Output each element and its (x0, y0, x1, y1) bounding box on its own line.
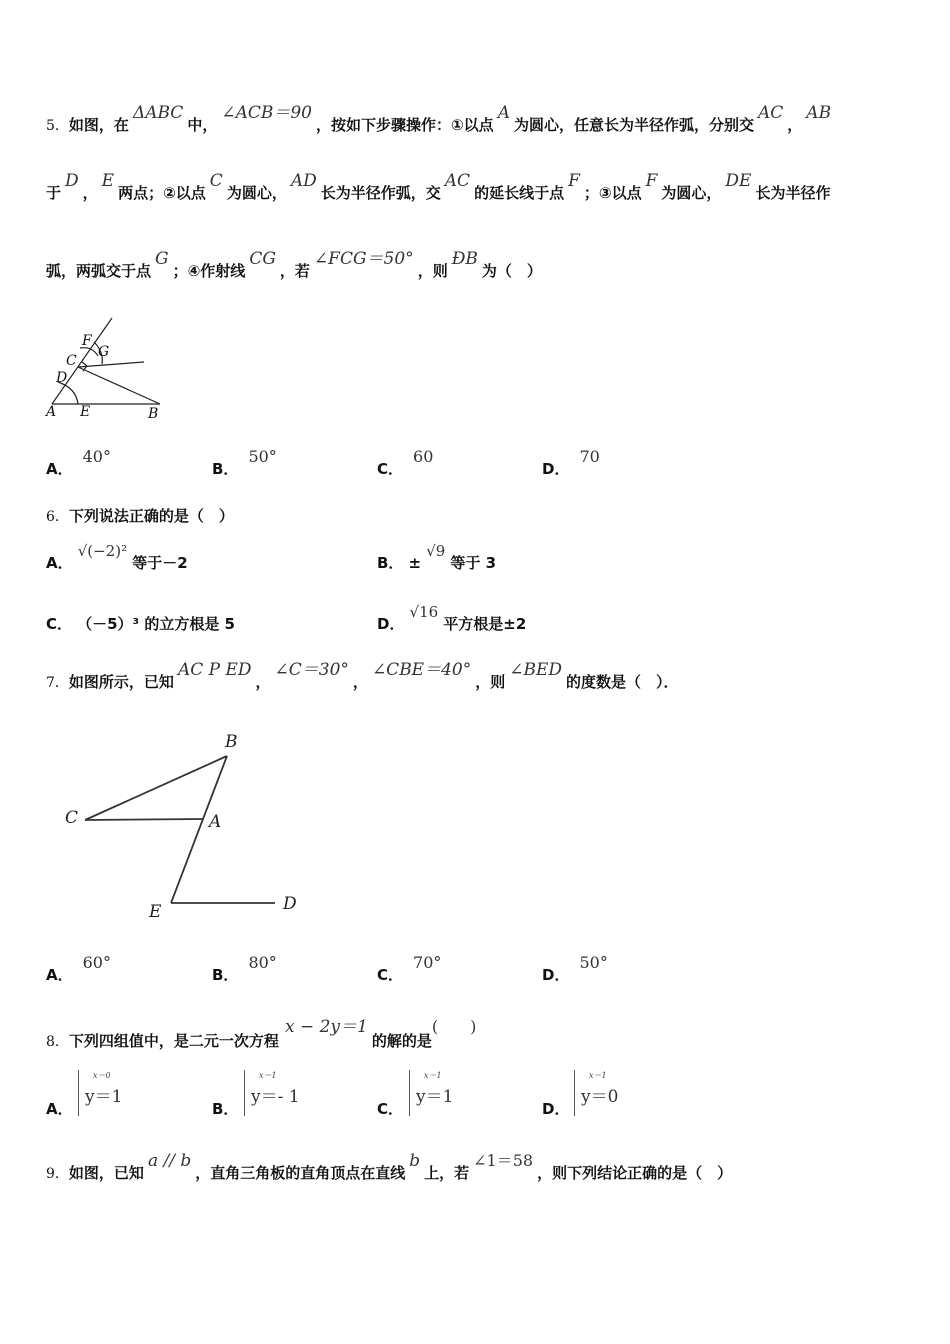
q7-figure (55, 725, 315, 925)
q5-label-b: B (148, 406, 159, 422)
q5-line2-run-3: E (101, 171, 115, 191)
q7-label-c: C (65, 808, 79, 828)
q5-label-a: A (46, 404, 57, 420)
q5-line2-run-16: 长为半径作 (755, 184, 831, 202)
q5-label-c: C (66, 353, 77, 369)
q9-stem-run-1: a // b (147, 1151, 192, 1171)
q5-label-d: D (56, 370, 68, 386)
q5-option-b[interactable] (212, 446, 277, 478)
q9-stem-run-0: 如图，已知 (68, 1164, 144, 1182)
q8-option-b-y: y＝- 1 (251, 1087, 300, 1107)
q5-label-f: F (82, 333, 92, 349)
q9-stem-run-5: ∠1＝58 (473, 1151, 534, 1170)
q7-option-b-label: B． (212, 966, 239, 984)
q8-option-b-label: B． (212, 1100, 239, 1118)
q5-line3-run-8: 为（ ） (481, 262, 542, 280)
q6-option-a-text: 等于－2 (132, 554, 188, 572)
q5-line2-run-12: ；③以点 (583, 184, 642, 202)
q5-line1-run-3: ∠ACB＝90 (221, 103, 312, 123)
q5-line2-run-11: F (568, 171, 580, 191)
q7-stem-run-7: ∠BED (509, 660, 563, 680)
q6-option-c-text: （－5）³ 的立方根是 5 (77, 615, 235, 633)
q9-stem-run-4: 上，若 (424, 1164, 470, 1182)
q6-option-d-label: D． (377, 615, 405, 633)
q8-option-c-label: C． (377, 1100, 404, 1118)
q7-option-d-label: D． (542, 966, 570, 984)
q5-line2 (46, 171, 831, 203)
q5-option-a[interactable] (46, 446, 111, 478)
q8-option-a-label: A． (46, 1100, 73, 1118)
q8-option-d-system (574, 1070, 619, 1116)
q5-ray-cg (78, 362, 144, 367)
q5-option-b-label: B． (212, 460, 239, 478)
q5-option-d[interactable] (542, 446, 600, 478)
q5-option-b-value: 50° (248, 447, 277, 466)
q8-option-c-system (409, 1070, 454, 1116)
q9-stem-run-3: b (409, 1151, 421, 1171)
q5-figure (40, 312, 180, 424)
q5-line1-run-6: 为圆心，任意长为半径作弧，分别交 (513, 116, 754, 134)
q7-option-a-value: 60° (82, 953, 111, 972)
q5-option-c[interactable] (377, 446, 434, 478)
q5-line3-run-0: 弧，两弧交于点 (46, 262, 152, 280)
q8-stem-pre: 下列四组值中，是二元一次方程 (68, 1032, 279, 1050)
q7-stem-run-0: 如图所示，已知 (68, 673, 174, 691)
q5-segment-cb (78, 367, 160, 404)
q7-stem-run-3: ∠C＝30° (274, 660, 349, 680)
q9-stem-run-2: ，直角三角板的直角顶点在直线 (195, 1164, 406, 1182)
q7-segment-ca (85, 819, 203, 820)
q5-line3-run-5: ∠FCG＝50° (313, 249, 414, 269)
q7-stem-run-4: ， (352, 673, 368, 691)
q7-option-c-label: C． (377, 966, 404, 984)
q5-line1-run-5: A (497, 103, 510, 123)
q5-line2-run-14: 为圆心， (661, 184, 722, 202)
q5-line2-run-9: AC (444, 171, 471, 191)
q8-number: 8． (46, 1034, 69, 1050)
q8-stem-post: 的解的是 (371, 1032, 432, 1050)
q5-option-a-value: 40° (82, 447, 111, 466)
q5-line3-run-1: G (155, 249, 169, 269)
q6-option-c-label: C． (46, 615, 73, 633)
q9-number: 9． (46, 1166, 69, 1182)
q5-line2-run-7: AD (290, 171, 317, 191)
q5-line2-run-6: 为圆心， (226, 184, 287, 202)
q8-option-b-system (244, 1070, 300, 1116)
q7-label-d: D (283, 894, 297, 914)
q7-label-e: E (149, 902, 162, 922)
q5-line2-run-15: DE (725, 171, 752, 191)
q5-line1 (46, 103, 835, 135)
q5-line2-run-2: ， (82, 184, 98, 202)
q6-stem (46, 505, 234, 526)
q6-option-a[interactable] (46, 540, 188, 572)
q7-stem-run-5: ∠CBE＝40° (371, 660, 472, 680)
q6-option-b-label: B． (377, 554, 404, 572)
q6-option-d[interactable] (377, 601, 527, 633)
q5-number: 5． (46, 118, 69, 134)
q8-option-c-x: x＝1 (424, 1071, 442, 1080)
q7-stem-run-1: AC P ED (177, 660, 252, 680)
q5-label-g: G (98, 344, 110, 360)
q8-paren: ( ) (431, 1017, 477, 1036)
q5-option-c-label: C． (377, 460, 404, 478)
q5-line2-run-0: 于 (46, 184, 62, 202)
q7-stem (46, 660, 679, 692)
q6-option-b-math: √9 (426, 542, 446, 560)
q8-option-b-x: x＝1 (259, 1071, 277, 1080)
q7-label-b: B (225, 732, 238, 752)
q5-option-d-label: D． (542, 460, 570, 478)
q6-option-d-math: √16 (409, 603, 439, 621)
q6-option-b[interactable] (377, 540, 497, 572)
q6-option-c[interactable] (46, 613, 235, 634)
q8-option-d-label: D． (542, 1100, 570, 1118)
q7-option-a-label: A． (46, 966, 73, 984)
q7-option-c-value: 70° (413, 953, 442, 972)
q8-option-d-x: x＝1 (589, 1071, 607, 1080)
q5-line3-run-4: ，若 (279, 262, 310, 280)
q5-line2-run-1: D (65, 171, 79, 191)
q5-line2-run-10: 的延长线于点 (474, 184, 565, 202)
q5-line3-run-7: ÐB (451, 249, 478, 269)
q5-line1-run-9: AB (806, 103, 832, 123)
q9-stem-run-6: ，则下列结论正确的是（ ） (537, 1164, 733, 1182)
q7-stem-run-2: ， (255, 673, 271, 691)
q5-option-a-label: A． (46, 460, 73, 478)
q5-option-c-value: 60 (413, 447, 434, 466)
q7-number: 7． (46, 675, 69, 691)
q7-stem-run-8: 的度数是（ ）． (566, 673, 679, 691)
q8-option-a-system (78, 1070, 123, 1116)
q5-line1-run-7: AC (757, 103, 784, 123)
q7-label-a: A (209, 812, 222, 832)
q7-option-c[interactable] (377, 952, 442, 984)
q8-option-a-x: x＝0 (93, 1071, 111, 1080)
q6-option-b-text: 等于 3 (450, 554, 497, 572)
q9-stem (46, 1151, 733, 1183)
q5-ray-ac (52, 318, 112, 404)
q5-line1-run-2: 中， (187, 116, 218, 134)
q8-stem (46, 1012, 477, 1050)
q5-line3-run-2: ；④作射线 (172, 262, 246, 280)
q6-option-b-pm: ± (408, 554, 422, 572)
q8-option-a-y: y＝1 (85, 1087, 123, 1107)
q6-option-d-text: 平方根是±2 (443, 615, 527, 633)
q5-line2-run-5: C (209, 171, 223, 191)
q7-option-a[interactable] (46, 952, 111, 984)
q6-stem-text: 下列说法正确的是（ ） (68, 507, 234, 525)
q6-option-a-math: √(−2)² (77, 542, 128, 560)
q5-line1-run-1: ΔABC (132, 103, 184, 123)
q7-option-b[interactable] (212, 952, 277, 984)
q5-line2-run-8: 长为半径作弧，交 (320, 184, 441, 202)
q5-line2-run-13: F (645, 171, 658, 191)
q5-line1-run-8: ， (787, 116, 803, 134)
q7-option-d[interactable] (542, 952, 608, 984)
q8-option-c-y: y＝1 (416, 1087, 454, 1107)
q5-line3-run-6: ，则 (417, 262, 448, 280)
q5-label-e: E (80, 404, 91, 420)
q7-option-d-value: 50° (579, 953, 608, 972)
q5-line1-run-0: 如图，在 (68, 116, 129, 134)
q5-line1-run-4: ，按如下步骤操作：①以点 (315, 116, 494, 134)
q6-number: 6． (46, 509, 69, 525)
q7-option-b-value: 80° (248, 953, 277, 972)
q5-line3-run-3: CG (249, 249, 276, 269)
q5-line3 (46, 249, 542, 281)
q6-option-a-label: A． (46, 554, 73, 572)
q5-line2-run-4: 两点；②以点 (118, 184, 206, 202)
q8-equation: x − 2y＝1 (284, 1017, 368, 1037)
q5-option-d-value: 70 (579, 447, 600, 466)
q7-stem-run-6: ，则 (475, 673, 506, 691)
q8-option-d-y: y＝0 (581, 1087, 619, 1107)
